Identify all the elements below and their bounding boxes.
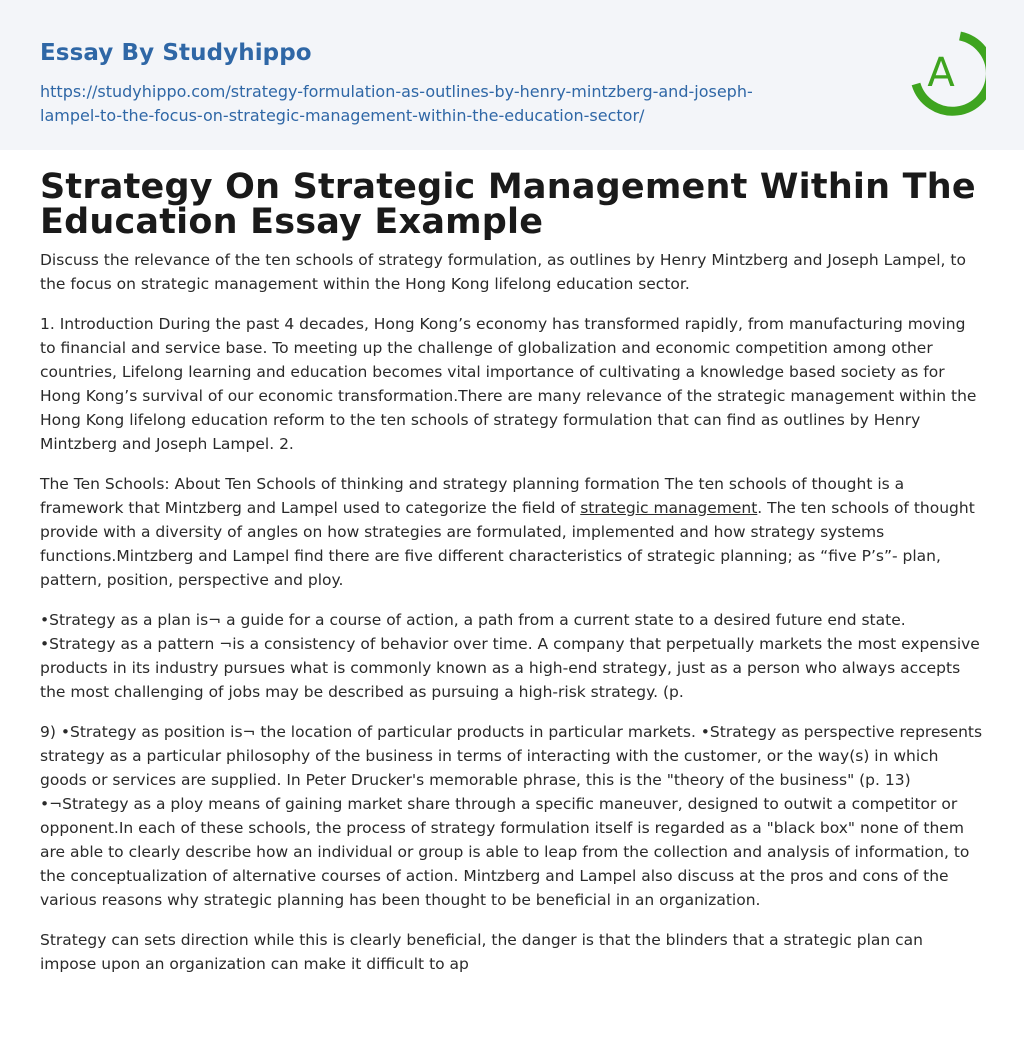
- paragraph-ten-schools: [40, 472, 984, 592]
- source-url-link[interactable]: https://studyhippo.com/strategy-formulation-as-outlines-by-henry-mintzberg-and-joseph-lampel-to-the-focus-on-strategic-management-within-the-education-sector/: [40, 82, 753, 125]
- paragraph-position-ploy: 9) •Strategy as position is¬ the location of particular products in particular markets. •Strategy as perspective represents strategy as a particular philosophy of the business in terms of interacting with the customer, or the way(s) in which goods or services are supplied. In Peter Drucker's memorable phrase, this is the "theory of the business" (p. 13) •¬Strategy as a ploy means of gaining market share through a specific maneuver, designed to outwit a competitor or opponent.In each of these schools, the process of strategy formulation itself is regarded as a "black box" none of them are able to clearly describe how an individual or group is able to leap from the collection and analysis of information, to the conceptualization of alternative courses of action. Mintzberg and Lampel also discuss at the pros and cons of the various reasons why strategic planning has been thought to be beneficial in an organization.: [40, 723, 983, 909]
- paragraph-introduction: 1. Introduction During the past 4 decades, Hong Kong’s economy has transformed rapidly, from manufacturing moving to financial and service base. To meeting up the challenge of globalization and economic competition among other countries, Lifelong learning and education becomes vital importance of cultivating a knowledge based society as for Hong Kong’s survival of our economic transformation.There are many relevance of the strategic management within the Hong Kong lifelong education reform to the ten schools of strategy formulation that can find as outlines by Henry Mintzberg and Joseph Lampel. 2.: [40, 315, 977, 453]
- paragraph-plan-pattern: •Strategy as a plan is¬ a guide for a course of action, a path from a current state to a desired future end state. •Strategy as a pattern ¬is a consistency of behavior over time. A company that perpetually markets the most expensive products in its industry pursues what is commonly known as a high-end strategy, just as a person who always accepts the most challenging of jobs may be described as pursuing a high-risk strategy. (p.: [40, 611, 980, 701]
- page-title: Strategy On Strategic Management Within The Education Essay Example: [40, 167, 976, 242]
- article: [0, 150, 1024, 976]
- paragraph-intro: Discuss the relevance of the ten schools of strategy formulation, as outlines by Henry Mintzberg and Joseph Lampel, to the focus on strategic management within the Hong Kong lifelong education sector.: [40, 251, 966, 293]
- site-title[interactable]: Essay By Studyhippo: [40, 40, 312, 66]
- paragraph-direction: Strategy can sets direction while this is clearly beneficial, the danger is that the blinders that a strategic plan can impose upon an organization can make it difficult to ap: [40, 931, 923, 973]
- strategic-management-link[interactable]: strategic management: [580, 499, 758, 517]
- studyhippo-logo-icon[interactable]: [908, 28, 986, 116]
- logo-letter: A: [927, 50, 955, 96]
- site-header: [0, 0, 1024, 150]
- paragraph-text: The Ten Schools: About Ten Schools of thinking and strategy planning formation The ten schools of thought is a framework that Mintzberg and Lampel used to categorize the field of: [40, 475, 905, 517]
- paragraph-text: . The ten schools of thought provide with a diversity of angles on how strategies are formulated, implemented and how strategy systems functions.Mintzberg and Lampel find there are five different characteristics of strategic planning; as “five P’s”- plan, pattern, position, perspective and ploy.: [40, 499, 975, 589]
